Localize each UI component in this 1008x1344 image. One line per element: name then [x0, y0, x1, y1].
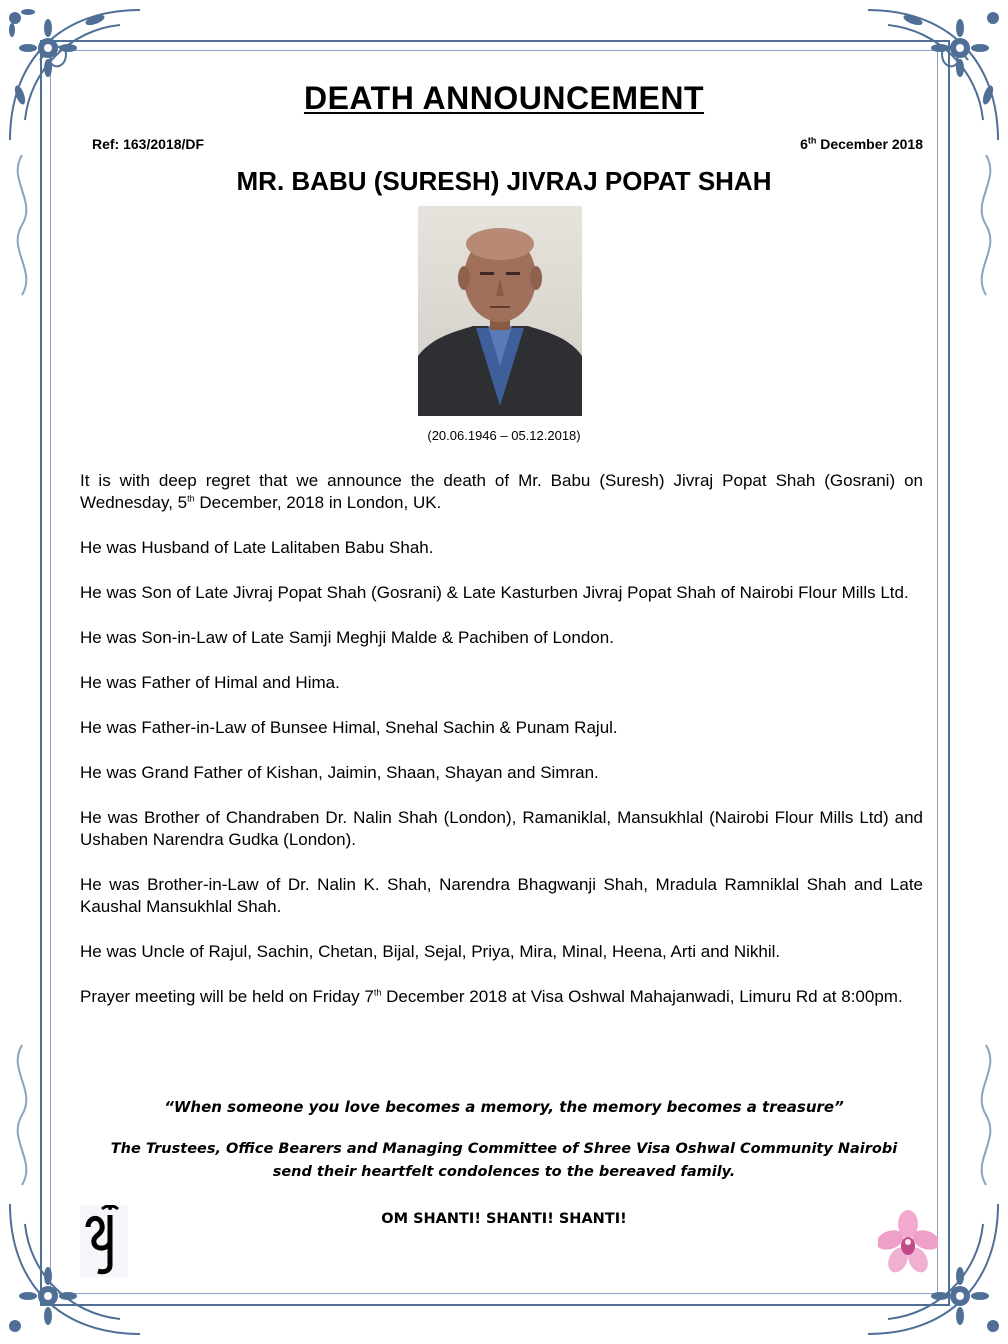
paragraph: He was Son-in-Law of Late Samji Meghji Malde & Pachiben of London.	[80, 628, 614, 647]
condolence-line: send their heartfelt condolences to the bereaved family.	[272, 1164, 736, 1180]
paragraph: He was Father of Himal and Hima.	[80, 673, 340, 692]
paragraph: He was Brother-in-Law of Dr. Nalin K. Shah, Narendra Bhagwanji Shah, Mradula Ramniklal Shah and Late Kaushal Mansukhlal Shah.	[80, 875, 923, 916]
paragraph: It is with deep regret that we announce the death of Mr. Babu (Suresh) Jivraj Popat Shah (Gosrani) on Wednesday, 5th December, 2018 in London, UK.	[80, 471, 923, 512]
announcement-body	[80, 470, 923, 1031]
reference-number: Ref: 163/2018/DF	[92, 136, 205, 152]
jain-om-emblem-icon	[80, 1205, 128, 1277]
paragraph: He was Husband of Late Lalitaben Babu Shah.	[80, 538, 434, 557]
lifespan-caption: (20.06.1946 – 05.12.2018)	[427, 428, 581, 443]
orchid-flower-icon	[878, 1210, 938, 1276]
condolence-line: The Trustees, Office Bearers and Managing Committee of Shree Visa Oshwal Community Nairobi	[110, 1141, 898, 1157]
paragraph: Prayer meeting will be held on Friday 7th December 2018 at Visa Oshwal Mahajanwadi, Limuru Rd at 8:00pm.	[80, 987, 903, 1006]
deceased-name: MR. BABU (SURESH) JIVRAJ POPAT SHAH	[236, 166, 772, 196]
paragraph: He was Son of Late Jivraj Popat Shah (Gosrani) & Late Kasturben Jivraj Popat Shah of Nairobi Flour Mills Ltd.	[80, 583, 909, 602]
paragraph: He was Grand Father of Kishan, Jaimin, Shaan, Shayan and Simran.	[80, 763, 599, 782]
condolence-message	[0, 1138, 1008, 1184]
om-shanti-closing: OM SHANTI! SHANTI! SHANTI!	[381, 1211, 627, 1227]
memorial-quote: “When someone you love becomes a memory, the memory becomes a treasure”	[164, 1098, 844, 1116]
paragraph: He was Brother of Chandraben Dr. Nalin Shah (London), Ramaniklal, Mansukhlal (Nairobi Flour Mills Ltd) and Ushaben Narendra Gudka (London).	[80, 808, 923, 849]
floral-corner-icon	[858, 0, 1008, 150]
announcement-title: DEATH ANNOUNCEMENT	[303, 80, 705, 116]
announcement-date: 6th December 2018	[800, 135, 923, 152]
paragraph: He was Uncle of Rajul, Sachin, Chetan, Bijal, Sejal, Priya, Mira, Minal, Heena, Arti and Nikhil.	[80, 942, 781, 961]
paragraph: He was Father-in-Law of Bunsee Himal, Snehal Sachin & Punam Rajul.	[80, 718, 618, 737]
floral-corner-icon	[0, 0, 150, 150]
portrait-photo	[418, 206, 582, 416]
